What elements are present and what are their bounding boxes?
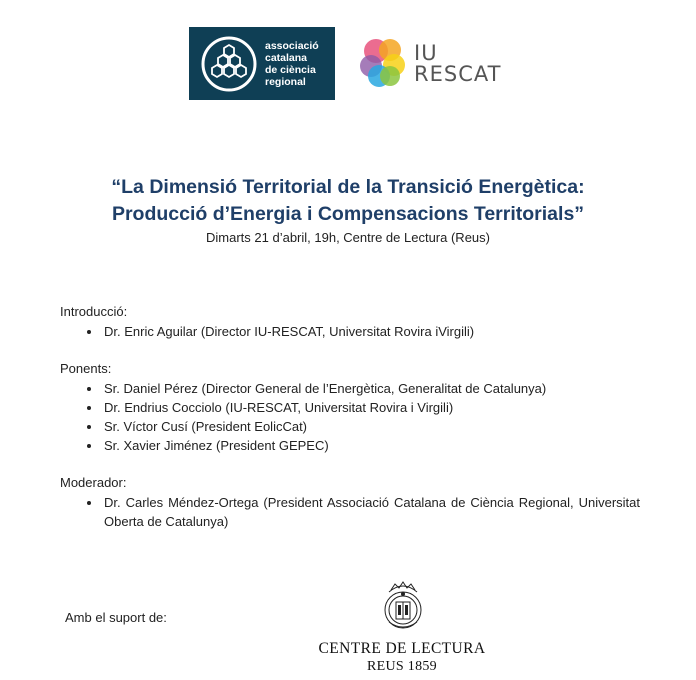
hexagon-cluster-icon xyxy=(201,36,257,92)
centre-de-lectura-name: CENTRE DE LECTURA xyxy=(318,640,486,657)
bullet-icon xyxy=(87,330,91,334)
event-title-line-1: “La Dimensió Territorial de la Transició Energètica: xyxy=(111,176,585,198)
section-label: Ponents: xyxy=(60,361,112,376)
centre-de-lectura-city: REUS 1859 xyxy=(367,659,437,674)
iu-rescat-logo-text: IU RESCAT xyxy=(414,41,502,86)
section-label: Introducció: xyxy=(60,304,128,319)
iu-rescat-logo xyxy=(358,36,523,92)
bullet-icon xyxy=(87,387,91,391)
list-item: Dr. Enric Aguilar (Director IU-RESCAT, Universitat Rovira iVirgili) xyxy=(60,322,640,341)
program xyxy=(60,302,640,549)
event-title-line-2: Producció d’Energia i Compensacions Territorials” xyxy=(111,203,585,225)
list-item: Dr. Carles Méndez-Ortega (President Associació Catalana de Ciència Regional, Universitat Oberta de Catalunya) xyxy=(60,493,640,531)
bullet-icon xyxy=(87,444,91,448)
acr-logo xyxy=(189,27,335,100)
list-item: Sr. Daniel Pérez (Director General de l’Energètica, Generalitat de Catalunya) xyxy=(60,379,640,398)
speakers-section xyxy=(60,359,640,455)
moderator-section xyxy=(60,473,640,531)
colorful-circles-icon xyxy=(358,36,410,90)
event-date-location: Dimarts 21 d’abril, 19h, Centre de Lectura (Reus) xyxy=(206,230,490,245)
list-item: Sr. Víctor Cusí (President EolicCat) xyxy=(60,417,640,436)
event-title xyxy=(0,174,696,228)
acr-logo-text: associació catalana de ciència regional xyxy=(265,39,319,88)
list-item: Dr. Endrius Cocciolo (IU-RESCAT, Universitat Rovira i Virgili) xyxy=(60,398,640,417)
list-item: Sr. Xavier Jiménez (President GEPEC) xyxy=(60,436,640,455)
bullet-icon xyxy=(87,425,91,429)
bullet-icon xyxy=(87,501,91,505)
support-label: Amb el suport de: xyxy=(65,610,167,625)
intro-section xyxy=(60,302,640,341)
section-label: Moderador: xyxy=(60,475,127,490)
bullet-icon xyxy=(87,406,91,410)
centre-de-lectura-emblem-icon xyxy=(381,578,425,636)
